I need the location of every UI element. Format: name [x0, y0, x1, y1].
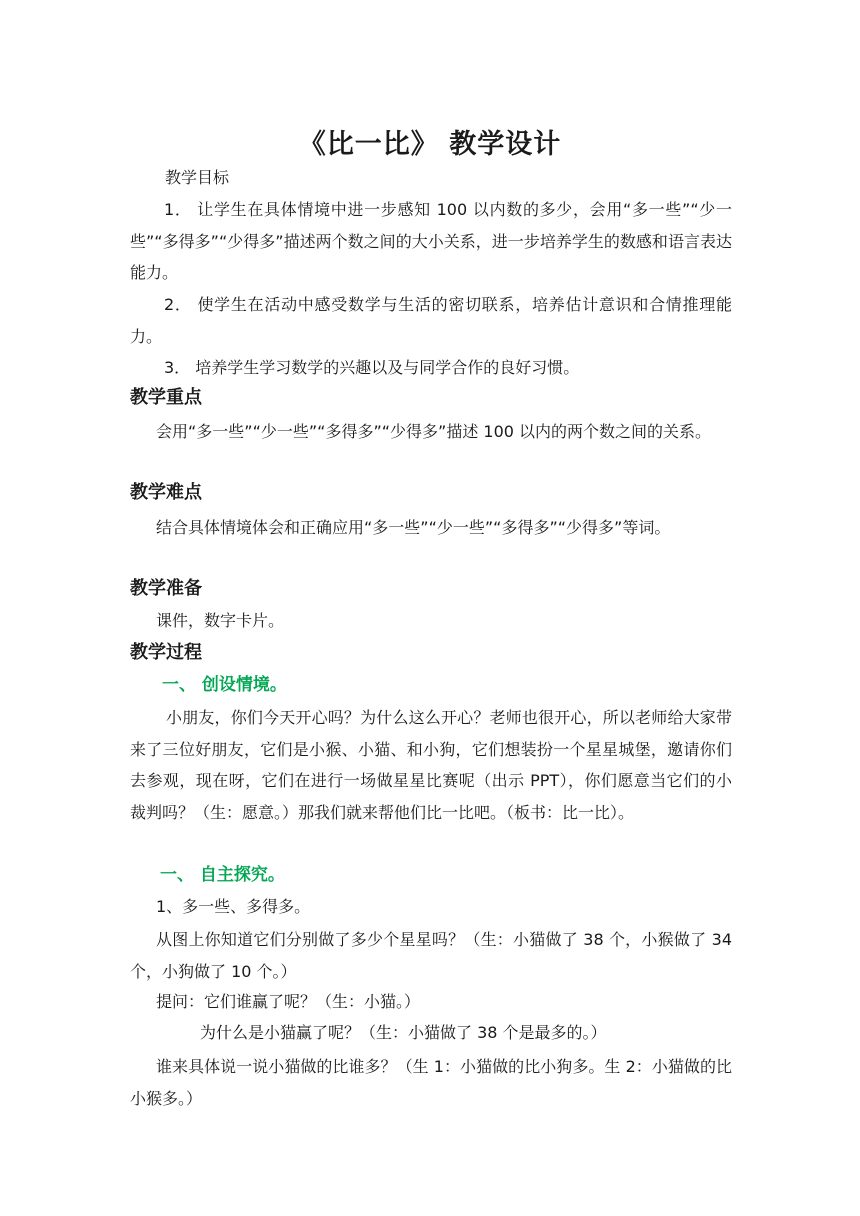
key-points-text: 会用“多一些”“少一些”“多得多”“少得多”描述 100 以内的两个数之间的关系。 — [156, 422, 712, 441]
preparation-text: 课件，数字卡片。 — [156, 611, 285, 630]
question-1: 从图上你知道它们分别做了多少个星星吗？（生：小猫做了 38 个，小猴做了 34 个，小狗做了 10 个。） — [130, 930, 732, 981]
objective-3: 3． 培养学生学习数学的兴趣以及与同学合作的良好习惯。 — [164, 358, 580, 377]
process-heading: 教学过程 — [130, 642, 202, 663]
document-title: 《比一比》 教学设计 — [298, 129, 562, 160]
question-3: 为什么是小猫赢了呢？（生：小猫做了 38 个是最多的。） — [200, 1023, 607, 1042]
objectives-heading: 教学目标 — [165, 168, 230, 187]
key-points-heading: 教学重点 — [130, 387, 202, 408]
subsection-1-title: 1、多一些、多得多。 — [156, 897, 311, 916]
objective-1: 1． 让学生在具体情境中进一步感知 100 以内数的多少，会用“多一些”“少一些”“多得多”“少得多”描述两个数之间的大小关系，进一步培养学生的数感和语言表达能力。 — [130, 200, 732, 282]
difficulties-heading: 教学难点 — [130, 482, 202, 503]
section-2-title: 一、 自主探究。 — [160, 865, 285, 885]
section-1-title: 一、 创设情境。 — [162, 675, 287, 695]
difficulties-text: 结合具体情境体会和正确应用“多一些”“少一些”“多得多”“少得多”等词。 — [156, 518, 671, 537]
section-1-text: 小朋友，你们今天开心吗？为什么这么开心？老师也很开心，所以老师给大家带来了三位好朋友，它们是小猴、小猫、和小狗，它们想装扮一个星星城堡，邀请你们去参观，现在呀，它们在进行一场做星星比赛呢（出示 PPT），你们愿意当它们的小裁判吗？（生：愿意。）那我们就来帮他们比一比吧。（板书：比一比）。 — [130, 708, 732, 822]
preparation-heading: 教学准备 — [130, 578, 202, 599]
question-2: 提问：它们谁赢了呢？（生：小猫。） — [156, 992, 421, 1011]
question-4: 谁来具体说一说小猫做的比谁多？（生 1：小猫做的比小狗多。生 2：小猫做的比小猴多。） — [130, 1057, 732, 1108]
objective-2: 2． 使学生在活动中感受数学与生活的密切联系，培养估计意识和合情推理能力。 — [130, 295, 732, 346]
